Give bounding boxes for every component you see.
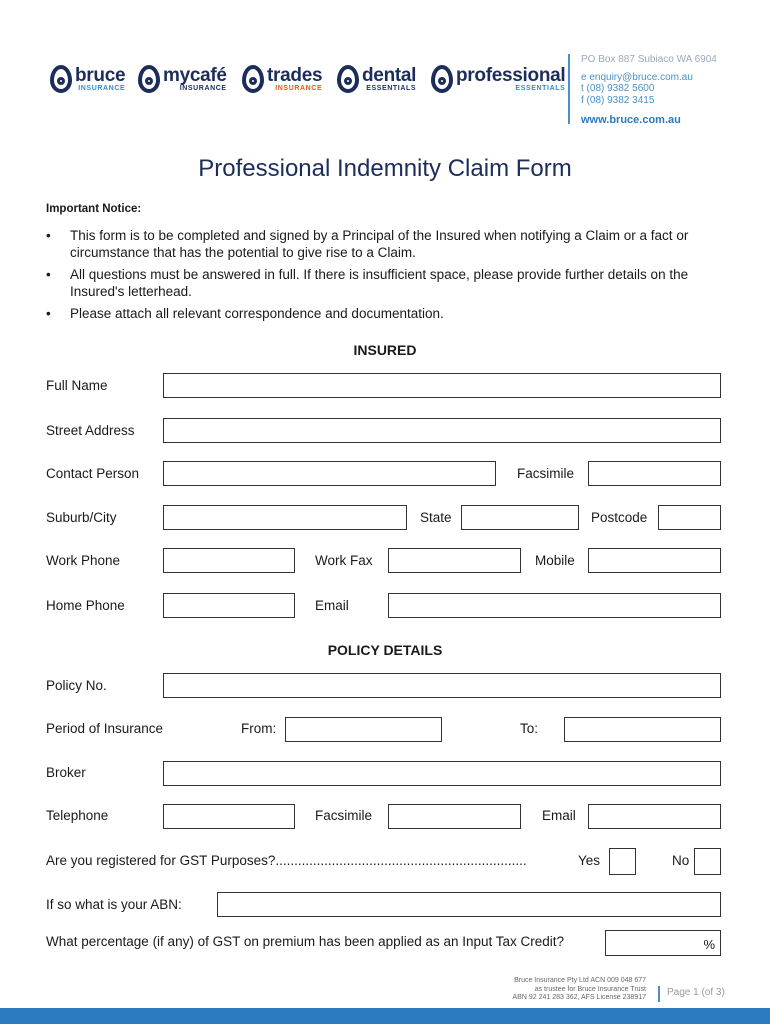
logo-mycafe-main: mycafé: [163, 65, 227, 86]
notice-item-1: This form is to be completed and signed by a Principal of the Insured when notifying a Claim or a fact or circumstance that has the potential to give rise to a Claim.: [70, 228, 689, 260]
abn-field[interactable]: [217, 892, 721, 917]
contact-email[interactable]: e enquiry@bruce.com.au: [581, 72, 693, 83]
logo-bruce-sub: INSURANCE: [78, 85, 126, 92]
itc-question: What percentage (if any) of GST on premium has been applied as an Input Tax Credit?: [46, 934, 565, 949]
home-phone-label: Home Phone: [46, 598, 125, 613]
telephone-field[interactable]: [163, 804, 295, 829]
state-label: State: [420, 510, 452, 525]
mobile-label: Mobile: [535, 553, 575, 568]
bruce-mark-icon: [50, 65, 72, 93]
insured-facsimile-label: Facsimile: [517, 466, 575, 481]
gst-yes-label: Yes: [578, 853, 601, 868]
logo-professional-main: professional: [456, 65, 566, 86]
period-to-field[interactable]: [564, 717, 721, 742]
company-line-3: ABN 92 241 283 362, AFS License 238917: [512, 994, 646, 1001]
logo-dental-sub: ESSENTIALS: [366, 85, 417, 92]
state-field[interactable]: [461, 505, 579, 530]
logo-dental: [337, 62, 416, 96]
policy-no-field[interactable]: [163, 673, 721, 698]
full-name-label: Full Name: [46, 378, 108, 393]
gst-no-checkbox[interactable]: [694, 848, 721, 875]
footer-bar: [0, 1008, 770, 1024]
policy-no-label: Policy No.: [46, 678, 107, 693]
logo-dental-main: dental: [362, 65, 417, 86]
company-line-1: Bruce Insurance Pty Ltd ACN 009 048 677: [514, 977, 646, 984]
broker-field[interactable]: [163, 761, 721, 786]
bullet-3: •: [46, 306, 51, 321]
street-address-label: Street Address: [46, 423, 135, 438]
notice-item-2: All questions must be answered in full. If there is insufficient space, please provide further details on the Insured's letterhead.: [70, 267, 689, 299]
insured-email-field[interactable]: [388, 593, 721, 618]
bullet-2: •: [46, 267, 51, 282]
contact-person-field[interactable]: [163, 461, 496, 486]
policy-email-label: Email: [542, 808, 576, 823]
page-title: Professional Indemnity Claim Form: [198, 155, 572, 182]
notice-heading: Important Notice:: [46, 203, 142, 215]
abn-question: If so what is your ABN:: [46, 897, 182, 912]
work-fax-field[interactable]: [388, 548, 521, 573]
street-address-field[interactable]: [163, 418, 721, 443]
period-from-field[interactable]: [285, 717, 442, 742]
full-name-field[interactable]: [163, 373, 721, 398]
logo-professional: [431, 62, 565, 96]
postcode-field[interactable]: [658, 505, 721, 530]
logo-mycafe-sub: INSURANCE: [179, 85, 227, 92]
suburb-city-field[interactable]: [163, 505, 407, 530]
logo-bruce-main: bruce: [75, 65, 126, 86]
logo-bruce: [50, 62, 125, 96]
work-fax-label: Work Fax: [315, 553, 373, 568]
logo-trades: [242, 62, 322, 96]
policy-facsimile-field[interactable]: [388, 804, 521, 829]
policy-facsimile-label: Facsimile: [315, 808, 373, 823]
company-details: [470, 977, 646, 1003]
mobile-field[interactable]: [588, 548, 721, 573]
logo-trades-main: trades: [267, 65, 323, 86]
insured-email-label: Email: [315, 598, 349, 613]
gst-yes-checkbox[interactable]: [609, 848, 636, 875]
insured-facsimile-field[interactable]: [588, 461, 721, 486]
period-from-label: From:: [241, 721, 277, 736]
period-of-insurance-label: Period of Insurance: [46, 721, 164, 736]
suburb-city-label: Suburb/City: [46, 510, 117, 525]
home-phone-field[interactable]: [163, 593, 295, 618]
contact-fax: f (08) 9382 3415: [581, 95, 655, 106]
page-number: Page 1 (of 3): [667, 987, 725, 998]
professional-mark-icon: [431, 65, 453, 93]
trades-mark-icon: [242, 65, 264, 93]
contact-divider: [568, 54, 570, 124]
mycafe-mark-icon: [138, 65, 160, 93]
dental-mark-icon: [337, 65, 359, 93]
logo-trades-sub: INSURANCE: [275, 85, 323, 92]
percent-sign: %: [703, 937, 715, 952]
broker-label: Broker: [46, 765, 86, 780]
gst-question: Are you registered for GST Purposes?...................................................................: [46, 853, 527, 868]
policy-email-field[interactable]: [588, 804, 721, 829]
company-line-2: as trustee for Bruce Insurance Trust: [534, 985, 646, 993]
itc-percentage-field[interactable]: [605, 930, 721, 956]
policy-details-heading: POLICY DETAILS: [327, 642, 443, 658]
footer-divider: [658, 986, 660, 1002]
postal-address: PO Box 887 Subiaco WA 6904: [581, 54, 717, 65]
gst-no-label: No: [672, 853, 690, 868]
logo-professional-sub: ESSENTIALS: [515, 85, 566, 92]
notice-item-3: Please attach all relevant correspondence and documentation.: [70, 306, 444, 321]
telephone-label: Telephone: [46, 808, 109, 823]
bullet-1: •: [46, 228, 51, 243]
postcode-label: Postcode: [591, 510, 648, 525]
contact-phone: t (08) 9382 5600: [581, 83, 655, 94]
website-link[interactable]: www.bruce.com.au: [581, 114, 681, 126]
work-phone-label: Work Phone: [46, 553, 121, 568]
work-phone-field[interactable]: [163, 548, 295, 573]
contact-person-label: Contact Person: [46, 466, 140, 481]
period-to-label: To:: [520, 721, 539, 736]
logo-mycafe: [138, 62, 227, 96]
insured-heading: INSURED: [353, 342, 417, 358]
